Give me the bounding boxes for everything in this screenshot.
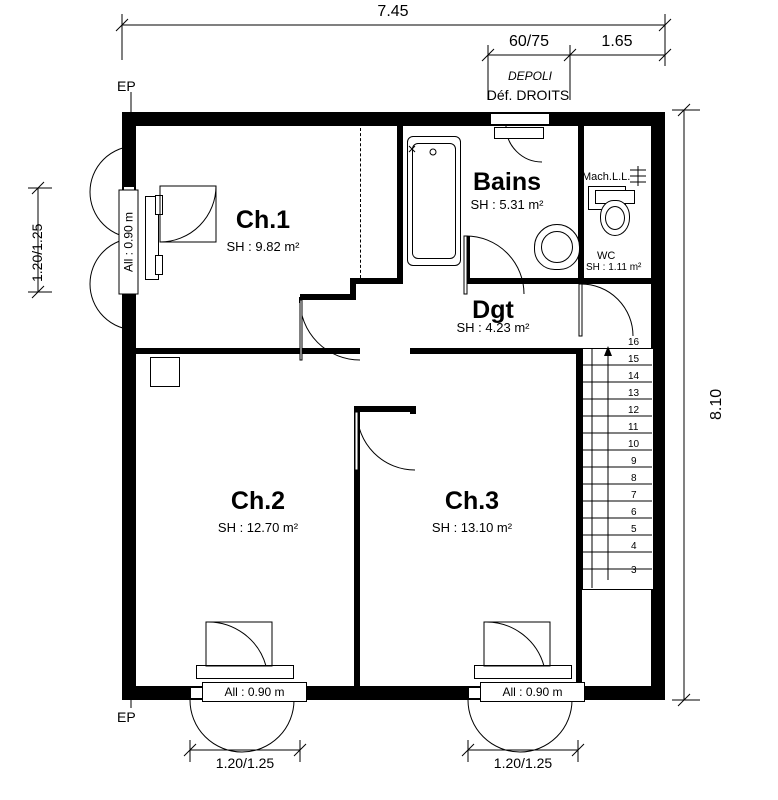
stair-step-3: 3 — [631, 565, 637, 576]
dim-top-left-segment: 60/75 — [508, 33, 550, 50]
wc-bowl-inner — [605, 206, 625, 230]
room-label-ch1: Ch.1 — [235, 206, 291, 234]
interior-wall-ch1-bottom-right — [300, 294, 356, 300]
room-label-ch3: Ch.3 — [444, 487, 500, 515]
dim-top-right-segment: 1.65 — [601, 33, 633, 50]
interior-wall-wc-left — [578, 126, 584, 284]
room-area-dgt: SH : 4.23 m² — [456, 320, 530, 335]
room-area-ch2: SH : 12.70 m² — [217, 520, 299, 535]
interior-wall-bath-bottom-left — [350, 278, 403, 284]
interior-wall-dgt-bottom — [410, 348, 582, 354]
dim-bottom-window-2: 1.20/1.25 — [493, 755, 553, 771]
stair-step-10: 10 — [628, 439, 640, 450]
room-label-wc: WC — [597, 250, 616, 262]
stair-step-12: 12 — [628, 405, 640, 416]
room-area-ch1: SH : 9.82 m² — [226, 239, 300, 254]
room-area-ch3: SH : 13.10 m² — [431, 520, 513, 535]
dim-left-window-1: 1.20/1.25 — [29, 223, 45, 282]
door-label-left-wrap — [118, 190, 138, 295]
door-label-left: All : 0.90 m — [119, 190, 139, 295]
detail-sash-small-bottom — [155, 255, 163, 275]
dim-top-total: 7.45 — [377, 3, 409, 20]
window-bottom-1-sash — [196, 665, 294, 679]
dashed-line-ch1 — [360, 128, 361, 278]
stair-step-16: 16 — [628, 337, 640, 348]
interior-wall-bath-wc — [464, 236, 470, 284]
stair-step-14: 14 — [628, 371, 640, 382]
room-label-dgt: Dgt — [472, 296, 514, 324]
stair-step-13: 13 — [628, 388, 640, 399]
top-window-note-depoli: DEPOLI — [507, 69, 553, 83]
stair-step-11: 11 — [628, 422, 639, 433]
stair-step-6: 6 — [631, 507, 637, 518]
washing-machine-label: Mach.L.L. — [582, 171, 631, 183]
marker-ep-top: EP — [117, 78, 136, 94]
stair-step-4: 4 — [631, 541, 637, 552]
dim-right-total: 8.10 — [708, 388, 725, 420]
window-top-sash — [494, 127, 544, 139]
top-window-note-def-droits: Déf. DROITS — [486, 87, 570, 103]
interior-wall-ch1-bottom — [136, 348, 360, 354]
room-label-bains: Bains — [472, 168, 542, 196]
window-bottom-2-sash — [474, 665, 572, 679]
sink-bowl — [541, 231, 573, 263]
stair-step-8: 8 — [631, 473, 637, 484]
door-label-bottom-2: All : 0.90 m — [480, 682, 585, 702]
window-top-opening — [490, 114, 550, 124]
interior-wall-bath-left — [397, 126, 403, 278]
room-label-ch2: Ch.2 — [230, 487, 286, 515]
room-area-bains: SH : 5.31 m² — [470, 197, 544, 212]
stair-step-7: 7 — [631, 490, 637, 501]
interior-wall-ch2-right — [354, 412, 360, 686]
staircase — [582, 348, 654, 590]
marker-ep-bottom: EP — [117, 709, 136, 725]
bathtub-inner — [412, 143, 456, 259]
detail-box-left — [150, 357, 180, 387]
stair-step-5: 5 — [631, 524, 637, 535]
interior-wall-bath-bottom — [464, 278, 584, 284]
stair-step-9: 9 — [631, 456, 637, 467]
detail-sash-small-top — [155, 195, 163, 215]
door-label-bottom-1: All : 0.90 m — [202, 682, 307, 702]
interior-wall-dgt-bottom-left — [354, 406, 416, 412]
stair-step-15: 15 — [628, 354, 640, 365]
interior-wall-wc-bottom — [578, 278, 651, 284]
dim-bottom-window-1: 1.20/1.25 — [215, 755, 275, 771]
room-area-wc: SH : 1.11 m² — [586, 262, 642, 273]
exterior-wall-top — [122, 112, 665, 126]
